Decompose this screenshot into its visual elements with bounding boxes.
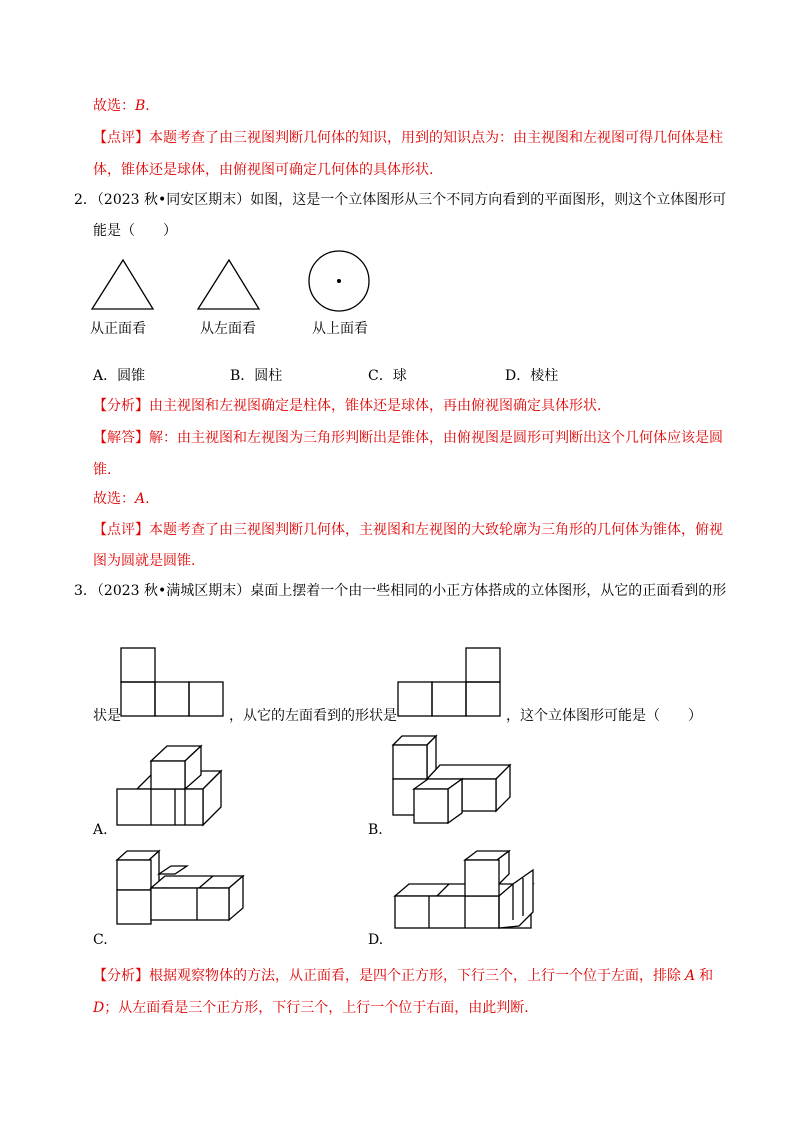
q2-option-a: A．圆锥 — [93, 368, 146, 384]
q3-stem-line-1: 3．（2023 秋•满城区期末）桌面上摆着一个由一些相同的小正方体搭成的立体图形，从它的正面看到的形 — [74, 583, 727, 599]
q2-comment-line-1: 【点评】本题考查了由三视图判断几何体，主视图和左视图的大致轮廓为三角形的几何体为锥体，俯视 — [93, 522, 723, 538]
q3-stem-text-a: 状是 — [93, 708, 121, 724]
analysis-var-d: D — [93, 1000, 105, 1016]
q2-answer-line — [93, 489, 150, 509]
q3-analysis-line-1 — [93, 966, 713, 986]
answer-prefix: 故选： — [93, 98, 135, 114]
front-view-triangle — [90, 258, 156, 313]
q2-option-c: C．球 — [368, 368, 407, 384]
view-label-top: 从上面看 — [312, 321, 368, 337]
option-a-figure — [115, 745, 237, 827]
analysis-text: 【分析】根据观察物体的方法，从正面看，是四个正方形，下行三个，上行一个位于左面，排除 — [93, 968, 681, 984]
q3-option-b-label: B. — [368, 822, 383, 838]
option-c-figure — [115, 850, 245, 926]
answer-letter: A — [135, 491, 146, 507]
q2-comment-line-2: 图为圆就是圆锥. — [93, 553, 196, 569]
answer-end: . — [145, 98, 150, 114]
view-label-left: 从左面看 — [200, 321, 256, 337]
left-view-triangle — [196, 258, 262, 313]
q2-option-d: D．棱柱 — [505, 368, 559, 384]
q2-stem-line-1: 2．（2023 秋•同安区期末）如图，这是一个立体图形从三个不同方向看到的平面图形，则这个立体图形可 — [74, 192, 727, 208]
q3-stem-text-c: ，这个立体图形可能是（ ） — [506, 708, 702, 724]
answer-letter: B — [135, 98, 146, 114]
analysis-text-and: 和 — [699, 968, 714, 984]
view-label-front: 从正面看 — [90, 321, 146, 337]
q2-solution-line-2: 锥. — [93, 462, 112, 478]
q3-option-d-label: D. — [368, 932, 384, 948]
q2-stem-line-2: 能是（ ） — [93, 223, 177, 239]
q3-stem-text-b: ，从它的左面看到的形状是 — [229, 708, 397, 724]
q2-solution-line-1: 【解答】解：由主视图和左视图为三角形判断出是锥体，由俯视图是圆形可判断出这个几何体应该是圆 — [93, 430, 723, 446]
comment-line-1: 【点评】本题考查了由三视图判断几何体的知识，用到的知识点为：由主视图和左视图可得几何体是柱 — [93, 130, 723, 146]
front-view-squares — [120, 647, 224, 717]
option-d-figure — [393, 850, 537, 928]
analysis-text-2: ；从左面看是三个正方形，下行三个，上行一个位于右面，由此判断. — [104, 1000, 529, 1016]
q3-option-a-label: A. — [93, 822, 108, 838]
q2-option-b: B．圆柱 — [230, 368, 283, 384]
answer-end: . — [145, 491, 150, 507]
answer-line-q1 — [93, 96, 150, 116]
option-b-figure — [392, 735, 514, 827]
top-view-circle — [306, 250, 372, 316]
q2-analysis: 【分析】由主视图和左视图确定是柱体，锥体还是球体，再由俯视图确定具体形状. — [93, 398, 602, 414]
left-view-squares — [397, 647, 501, 717]
answer-prefix: 故选： — [93, 491, 135, 507]
q3-analysis-line-2 — [93, 998, 529, 1018]
q3-option-c-label: C. — [93, 932, 108, 948]
analysis-var-a: A — [685, 968, 696, 984]
comment-line-2: 体，锥体还是球体，由俯视图可确定几何体的具体形状. — [93, 162, 434, 178]
